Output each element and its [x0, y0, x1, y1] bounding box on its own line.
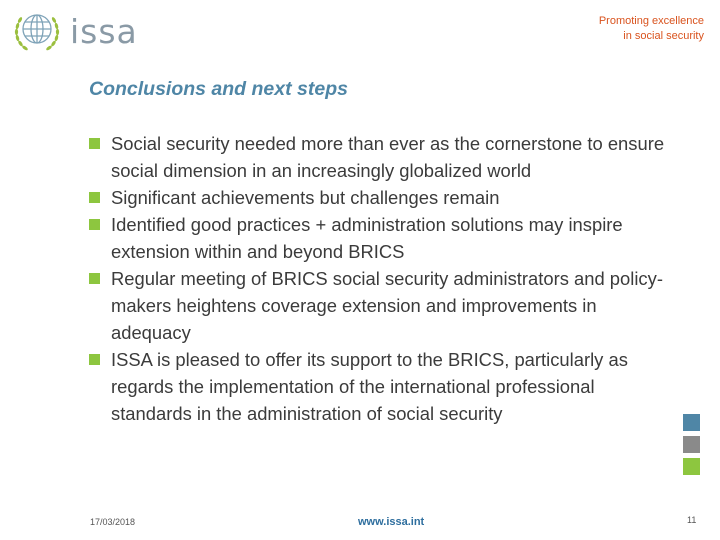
bullet-text: Regular meeting of BRICS social security administrators and policy-makers heightens coverage extension and improvements in adequacy [111, 268, 663, 343]
green-square [683, 458, 700, 475]
bullet-text: ISSA is pleased to offer its support to the BRICS, particularly as regards the implementation of the international professional standards in the administration of social security [111, 349, 628, 424]
square-bullet-icon [89, 219, 100, 230]
bullet-list [88, 130, 678, 427]
issa-logo[interactable] [10, 6, 160, 56]
footer-date: 17/03/2018 [90, 517, 136, 527]
bullet-item [88, 265, 678, 346]
square-bullet-icon [89, 273, 100, 284]
bullet-text: Identified good practices + administration solutions may inspire extension within and beyond BRICS [111, 214, 623, 262]
footer-url-link[interactable]: www.issa.int [358, 516, 425, 528]
globe-laurel-icon [10, 6, 64, 56]
tagline-line-1: Promoting excellence [598, 15, 704, 27]
square-bullet-icon [89, 354, 100, 365]
bullet-text: Significant achievements but challenges remain [111, 187, 500, 208]
tagline [599, 14, 704, 44]
page-number: 11 [687, 515, 697, 525]
square-bullet-icon [89, 138, 100, 149]
grey-square [683, 436, 700, 453]
square-bullet-icon [89, 192, 100, 203]
blue-square [683, 414, 700, 431]
bullet-text: Social security needed more than ever as the cornerstone to ensure social dimension in an increasingly globalized world [111, 133, 665, 181]
slide-title: Conclusions and next steps [89, 78, 348, 100]
decorative-squares [683, 414, 700, 480]
tagline-line-2: in social security [623, 30, 704, 42]
bullet-item [88, 184, 678, 211]
bullet-item [88, 346, 678, 427]
bullet-item [88, 130, 678, 184]
bullet-item [88, 211, 678, 265]
logo-wordmark: issa [70, 11, 138, 51]
